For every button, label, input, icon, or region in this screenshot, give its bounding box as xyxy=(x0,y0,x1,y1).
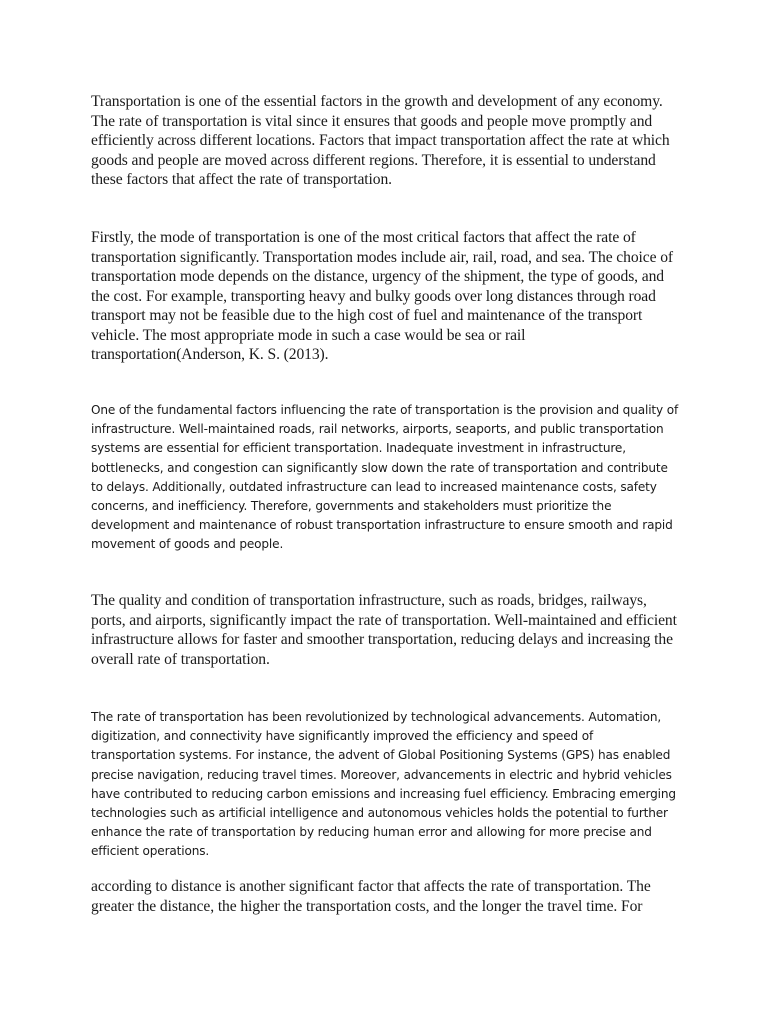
paragraph-infrastructure: One of the fundamental factors influencing the rate of transportation is the provision and quality of infrastructure. Well-maintained roads, rail networks, airports, seaports, and public transportation systems are essential for efficient transportation. Inadequate investment in infrastructure, bottlenecks, and congestion can significantly slow down the rate of transportation and contribute to delays. Additionally, outdated infrastructure can lead to increased maintenance costs, safety concerns, and inefficiency. Therefore, governments and stakeholders must prioritize the development and maintenance of robust transportation infrastructure to ensure smooth and rapid movement of goods and people. xyxy=(91,403,679,552)
paragraph-mode-of-transportation: Firstly, the mode of transportation is one of the most critical factors that affect the rate of transportation significantly. Transportation modes include air, rail, road, and sea. The choice of transportation mode depends on the distance, urgency of the shipment, the type of goods, and the cost. For example, transporting heavy and bulky goods over long distances through road transport may not be feasible due to the high cost of fuel and maintenance of the transport vehicle. The most appropriate mode in such a case would be sea or rail transportation(Anderson, K. S. (2013). xyxy=(91,229,673,363)
paragraph-infrastructure-quality: The quality and condition of transportation infrastructure, such as roads, bridges, railways, ports, and airports, significantly impact the rate of transportation. Well-maintained and efficient infrastructure allows for faster and smoother transportation, reducing delays and increasing the overall rate of transportation. xyxy=(91,592,677,668)
paragraph-intro: Transportation is one of the essential factors in the growth and development of any economy. The rate of transportation is vital since it ensures that goods and people move promptly and efficiently across different locations. Factors that impact transportation affect the rate at which goods and people are moved across different regions. Therefore, it is essential to understand these factors that affect the rate of transportation. xyxy=(91,93,670,188)
paragraph-technology: The rate of transportation has been revolutionized by technological advancements. Automation, digitization, and connectivity have significantly improved the efficiency and speed of transportation systems. For instance, the advent of Global Positioning Systems (GPS) has enabled precise navigation, reducing travel times. Moreover, advancements in electric and hybrid vehicles have contributed to reducing carbon emissions and increasing fuel efficiency. Embracing emerging technologies such as artificial intelligence and autonomous vehicles holds the potential to further enhance the rate of transportation by reducing human error and allowing for more precise and efficient operations. xyxy=(91,710,676,859)
paragraph-distance: according to distance is another significant factor that affects the rate of transportation. The greater the distance, the higher the transportation costs, and the longer the travel time. For xyxy=(91,878,651,915)
